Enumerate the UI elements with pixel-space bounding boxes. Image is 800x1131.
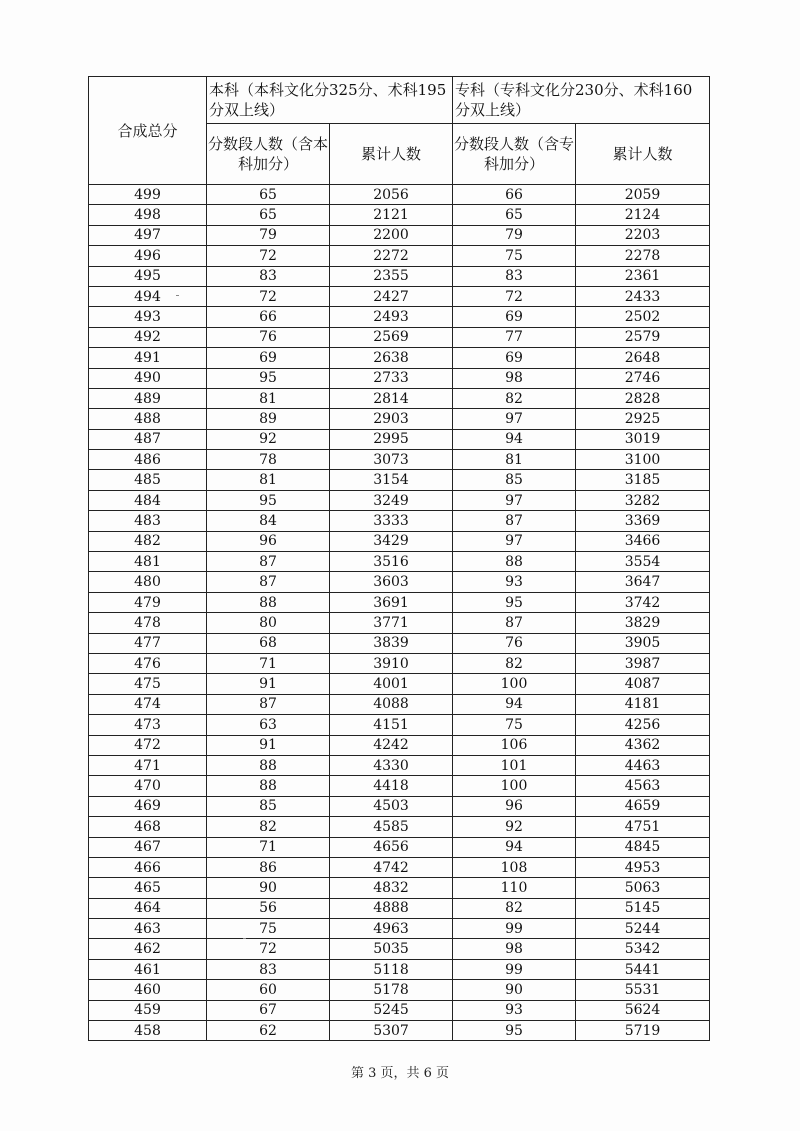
cell-benke-cumulative: 5245 (330, 1000, 453, 1020)
table-row (89, 694, 710, 714)
cell-zhuanke-segment: 97 (453, 531, 576, 551)
cell-benke-segment: 88 (207, 776, 330, 796)
table-row (89, 980, 710, 1000)
cell-total-score: 478 (89, 613, 207, 633)
cell-zhuanke-segment: 94 (453, 694, 576, 714)
table-row (89, 327, 710, 347)
cell-benke-cumulative: 2638 (330, 348, 453, 368)
cell-zhuanke-cumulative: 2361 (576, 266, 710, 286)
cell-total-score: 482 (89, 531, 207, 551)
cell-zhuanke-cumulative: 2648 (576, 348, 710, 368)
header-benke-cumulative: 累计人数 (330, 124, 453, 185)
cell-benke-segment: 72 (207, 246, 330, 266)
table-row (89, 552, 710, 572)
cell-zhuanke-cumulative: 4659 (576, 796, 710, 816)
cell-total-score: 490 (89, 368, 207, 388)
cell-benke-segment: 81 (207, 470, 330, 490)
cell-benke-cumulative: 3154 (330, 470, 453, 490)
cell-zhuanke-segment: 94 (453, 429, 576, 449)
table-row (89, 939, 710, 959)
cell-benke-cumulative: 3603 (330, 572, 453, 592)
cell-total-score: 472 (89, 735, 207, 755)
cell-total-score: 469 (89, 796, 207, 816)
cell-benke-segment: 88 (207, 755, 330, 775)
cell-total-score: 473 (89, 715, 207, 735)
cell-zhuanke-segment: 72 (453, 286, 576, 306)
cell-zhuanke-segment: 82 (453, 898, 576, 918)
header-total-score: 合成总分 (89, 77, 207, 185)
cell-benke-segment: 71 (207, 837, 330, 857)
cell-zhuanke-segment: 87 (453, 613, 576, 633)
cell-total-score: 460 (89, 980, 207, 1000)
cell-zhuanke-segment: 79 (453, 225, 576, 245)
cell-zhuanke-segment: 100 (453, 674, 576, 694)
cell-benke-cumulative: 2272 (330, 246, 453, 266)
table-row (89, 959, 710, 979)
cell-total-score: 497 (89, 225, 207, 245)
cell-benke-segment: 60 (207, 980, 330, 1000)
cell-zhuanke-cumulative: 3554 (576, 552, 710, 572)
cell-benke-segment: 65 (207, 185, 330, 205)
cell-total-score: 484 (89, 490, 207, 510)
cell-total-score: 492 (89, 327, 207, 347)
cell-zhuanke-segment: 98 (453, 368, 576, 388)
cell-benke-segment: 78 (207, 450, 330, 470)
cell-benke-cumulative: 3910 (330, 653, 453, 673)
cell-benke-cumulative: 3516 (330, 552, 453, 572)
cell-benke-segment: 66 (207, 307, 330, 327)
cell-zhuanke-cumulative: 5342 (576, 939, 710, 959)
header-benke-segment: 分数段人数（含本科加分） (207, 124, 330, 185)
cell-zhuanke-cumulative: 2203 (576, 225, 710, 245)
cell-zhuanke-cumulative: 4181 (576, 694, 710, 714)
table-row (89, 572, 710, 592)
cell-benke-segment: 87 (207, 552, 330, 572)
table-row (89, 429, 710, 449)
cell-zhuanke-segment: 95 (453, 1021, 576, 1041)
cell-zhuanke-cumulative: 5244 (576, 919, 710, 939)
cell-zhuanke-segment: 88 (453, 552, 576, 572)
cell-total-score: 477 (89, 633, 207, 653)
cell-zhuanke-segment: 92 (453, 817, 576, 837)
cell-benke-cumulative: 4503 (330, 796, 453, 816)
cell-benke-segment: 88 (207, 592, 330, 612)
cell-benke-segment: 90 (207, 878, 330, 898)
cell-total-score: 493 (89, 307, 207, 327)
page-footer: 第 3 页，共 6 页 (350, 1066, 450, 1081)
cell-benke-segment: 72 (207, 939, 330, 959)
table-row (89, 531, 710, 551)
table-row (89, 633, 710, 653)
cell-zhuanke-segment: 76 (453, 633, 576, 653)
cell-benke-segment: 83 (207, 266, 330, 286)
header-zhuanke-group: 专科（专科文化分230分、术科160分双上线） (453, 77, 710, 124)
cell-total-score: 467 (89, 837, 207, 857)
table-row (89, 653, 710, 673)
cell-zhuanke-cumulative: 3905 (576, 633, 710, 653)
cell-total-score: 488 (89, 409, 207, 429)
cell-zhuanke-cumulative: 5531 (576, 980, 710, 1000)
table-row (89, 266, 710, 286)
header-benke-group: 本科（本科文化分325分、术科195分双上线） (207, 77, 453, 124)
cell-benke-cumulative: 4585 (330, 817, 453, 837)
cell-benke-cumulative: 3839 (330, 633, 453, 653)
cell-total-score: 494 (89, 286, 207, 306)
cell-zhuanke-segment: 83 (453, 266, 576, 286)
cell-total-score: 471 (89, 755, 207, 775)
cell-benke-cumulative: 4742 (330, 857, 453, 877)
cell-total-score: 487 (89, 429, 207, 449)
cell-benke-cumulative: 4242 (330, 735, 453, 755)
cell-zhuanke-cumulative: 5145 (576, 898, 710, 918)
cell-benke-segment: 76 (207, 327, 330, 347)
cell-zhuanke-cumulative: 4751 (576, 817, 710, 837)
cell-total-score: 461 (89, 959, 207, 979)
table-row (89, 307, 710, 327)
cell-benke-segment: 91 (207, 674, 330, 694)
table-body (89, 185, 710, 1041)
table-row (89, 368, 710, 388)
cell-zhuanke-cumulative: 2059 (576, 185, 710, 205)
cell-zhuanke-segment: 97 (453, 490, 576, 510)
cell-benke-segment: 56 (207, 898, 330, 918)
cell-zhuanke-cumulative: 5719 (576, 1021, 710, 1041)
cell-benke-cumulative: 4832 (330, 878, 453, 898)
cell-zhuanke-segment: 90 (453, 980, 576, 1000)
table-row (89, 511, 710, 531)
cell-benke-segment: 86 (207, 857, 330, 877)
cell-benke-segment: 96 (207, 531, 330, 551)
cell-zhuanke-segment: 94 (453, 837, 576, 857)
table-row (89, 613, 710, 633)
cell-benke-cumulative: 5307 (330, 1021, 453, 1041)
cell-zhuanke-cumulative: 3100 (576, 450, 710, 470)
scan-speck (176, 295, 179, 296)
cell-zhuanke-segment: 93 (453, 1000, 576, 1020)
cell-benke-cumulative: 4330 (330, 755, 453, 775)
table-row (89, 205, 710, 225)
cell-benke-segment: 69 (207, 348, 330, 368)
table-row (89, 674, 710, 694)
cell-zhuanke-segment: 110 (453, 878, 576, 898)
cell-zhuanke-segment: 69 (453, 348, 576, 368)
cell-total-score: 495 (89, 266, 207, 286)
cell-benke-cumulative: 3333 (330, 511, 453, 531)
cell-zhuanke-cumulative: 4845 (576, 837, 710, 857)
cell-zhuanke-segment: 81 (453, 450, 576, 470)
cell-benke-cumulative: 2427 (330, 286, 453, 306)
cell-benke-cumulative: 4963 (330, 919, 453, 939)
cell-total-score: 470 (89, 776, 207, 796)
table-row (89, 450, 710, 470)
table-row (89, 796, 710, 816)
cell-zhuanke-segment: 87 (453, 511, 576, 531)
cell-benke-cumulative: 2903 (330, 409, 453, 429)
cell-zhuanke-cumulative: 4256 (576, 715, 710, 735)
cell-zhuanke-cumulative: 5441 (576, 959, 710, 979)
table-row (89, 470, 710, 490)
table-row (89, 776, 710, 796)
cell-total-score: 491 (89, 348, 207, 368)
cell-benke-segment: 87 (207, 572, 330, 592)
cell-benke-segment: 68 (207, 633, 330, 653)
cell-zhuanke-segment: 93 (453, 572, 576, 592)
cell-total-score: 475 (89, 674, 207, 694)
cell-benke-cumulative: 2056 (330, 185, 453, 205)
table-row (89, 592, 710, 612)
table-row (89, 490, 710, 510)
table-row (89, 1000, 710, 1020)
cell-total-score: 465 (89, 878, 207, 898)
cell-benke-segment: 83 (207, 959, 330, 979)
cell-benke-cumulative: 2493 (330, 307, 453, 327)
cell-zhuanke-segment: 95 (453, 592, 576, 612)
cell-total-score: 481 (89, 552, 207, 572)
table-row (89, 817, 710, 837)
cell-zhuanke-segment: 108 (453, 857, 576, 877)
cell-benke-segment: 63 (207, 715, 330, 735)
cell-benke-cumulative: 4001 (330, 674, 453, 694)
cell-benke-segment: 75 (207, 919, 330, 939)
cell-benke-cumulative: 3249 (330, 490, 453, 510)
cell-zhuanke-cumulative: 2746 (576, 368, 710, 388)
cell-benke-cumulative: 2995 (330, 429, 453, 449)
table-row (89, 246, 710, 266)
cell-benke-segment: 85 (207, 796, 330, 816)
cell-benke-segment: 82 (207, 817, 330, 837)
cell-benke-cumulative: 5118 (330, 959, 453, 979)
cell-benke-cumulative: 3691 (330, 592, 453, 612)
cell-zhuanke-cumulative: 4463 (576, 755, 710, 775)
cell-total-score: 499 (89, 185, 207, 205)
cell-benke-cumulative: 4656 (330, 837, 453, 857)
cell-total-score: 459 (89, 1000, 207, 1020)
cell-total-score: 480 (89, 572, 207, 592)
cell-benke-segment: 65 (207, 205, 330, 225)
table-row (89, 878, 710, 898)
table-row (89, 919, 710, 939)
cell-total-score: 466 (89, 857, 207, 877)
header-zhuanke-cumulative: 累计人数 (576, 124, 710, 185)
cell-benke-segment: 80 (207, 613, 330, 633)
cell-zhuanke-segment: 96 (453, 796, 576, 816)
cell-zhuanke-cumulative: 2278 (576, 246, 710, 266)
cell-zhuanke-segment: 99 (453, 919, 576, 939)
cell-benke-cumulative: 4888 (330, 898, 453, 918)
cell-zhuanke-segment: 82 (453, 388, 576, 408)
cell-zhuanke-cumulative: 4362 (576, 735, 710, 755)
cell-zhuanke-cumulative: 3282 (576, 490, 710, 510)
cell-zhuanke-cumulative: 3185 (576, 470, 710, 490)
table-row (89, 1021, 710, 1041)
cell-total-score: 464 (89, 898, 207, 918)
table-row (89, 185, 710, 205)
cell-zhuanke-cumulative: 2502 (576, 307, 710, 327)
cell-zhuanke-segment: 75 (453, 246, 576, 266)
cell-total-score: 458 (89, 1021, 207, 1041)
cell-total-score: 476 (89, 653, 207, 673)
cell-zhuanke-segment: 66 (453, 185, 576, 205)
cell-benke-cumulative: 2814 (330, 388, 453, 408)
cell-zhuanke-cumulative: 3466 (576, 531, 710, 551)
cell-benke-segment: 89 (207, 409, 330, 429)
cell-zhuanke-cumulative: 3742 (576, 592, 710, 612)
cell-zhuanke-segment: 77 (453, 327, 576, 347)
cell-zhuanke-segment: 101 (453, 755, 576, 775)
table-row (89, 857, 710, 877)
cell-benke-cumulative: 4088 (330, 694, 453, 714)
cell-zhuanke-cumulative: 2433 (576, 286, 710, 306)
cell-benke-segment: 81 (207, 388, 330, 408)
table-row (89, 755, 710, 775)
cell-zhuanke-segment: 82 (453, 653, 576, 673)
table-row (89, 225, 710, 245)
cell-benke-cumulative: 2355 (330, 266, 453, 286)
scan-speck (243, 938, 246, 939)
cell-total-score: 474 (89, 694, 207, 714)
cell-benke-cumulative: 3771 (330, 613, 453, 633)
cell-benke-segment: 79 (207, 225, 330, 245)
cell-zhuanke-segment: 100 (453, 776, 576, 796)
cell-benke-cumulative: 2200 (330, 225, 453, 245)
cell-zhuanke-cumulative: 3019 (576, 429, 710, 449)
cell-benke-segment: 62 (207, 1021, 330, 1041)
cell-zhuanke-cumulative: 2925 (576, 409, 710, 429)
table-row (89, 898, 710, 918)
cell-total-score: 483 (89, 511, 207, 531)
cell-total-score: 489 (89, 388, 207, 408)
cell-total-score: 479 (89, 592, 207, 612)
cell-zhuanke-segment: 85 (453, 470, 576, 490)
cell-zhuanke-cumulative: 3647 (576, 572, 710, 592)
cell-zhuanke-cumulative: 2124 (576, 205, 710, 225)
table-row (89, 837, 710, 857)
table-row (89, 409, 710, 429)
cell-zhuanke-cumulative: 5063 (576, 878, 710, 898)
cell-benke-cumulative: 2569 (330, 327, 453, 347)
cell-benke-cumulative: 3429 (330, 531, 453, 551)
cell-benke-segment: 84 (207, 511, 330, 531)
cell-benke-cumulative: 3073 (330, 450, 453, 470)
cell-benke-cumulative: 5035 (330, 939, 453, 959)
cell-zhuanke-segment: 99 (453, 959, 576, 979)
cell-benke-segment: 87 (207, 694, 330, 714)
table-row (89, 715, 710, 735)
cell-zhuanke-cumulative: 3369 (576, 511, 710, 531)
cell-total-score: 486 (89, 450, 207, 470)
cell-benke-segment: 95 (207, 490, 330, 510)
cell-zhuanke-cumulative: 4563 (576, 776, 710, 796)
cell-benke-segment: 95 (207, 368, 330, 388)
cell-zhuanke-segment: 97 (453, 409, 576, 429)
cell-zhuanke-segment: 65 (453, 205, 576, 225)
cell-benke-cumulative: 5178 (330, 980, 453, 1000)
cell-benke-cumulative: 4151 (330, 715, 453, 735)
cell-total-score: 498 (89, 205, 207, 225)
cell-zhuanke-segment: 106 (453, 735, 576, 755)
cell-benke-segment: 72 (207, 286, 330, 306)
cell-benke-segment: 92 (207, 429, 330, 449)
cell-zhuanke-segment: 98 (453, 939, 576, 959)
header-zhuanke-segment: 分数段人数（含专科加分） (453, 124, 576, 185)
cell-total-score: 462 (89, 939, 207, 959)
score-distribution-table (88, 76, 710, 1041)
cell-benke-segment: 71 (207, 653, 330, 673)
cell-zhuanke-segment: 69 (453, 307, 576, 327)
cell-zhuanke-cumulative: 3987 (576, 653, 710, 673)
cell-zhuanke-cumulative: 4953 (576, 857, 710, 877)
cell-zhuanke-cumulative: 3829 (576, 613, 710, 633)
cell-zhuanke-segment: 75 (453, 715, 576, 735)
cell-total-score: 485 (89, 470, 207, 490)
table-row (89, 735, 710, 755)
cell-zhuanke-cumulative: 2828 (576, 388, 710, 408)
cell-total-score: 463 (89, 919, 207, 939)
table-row (89, 388, 710, 408)
cell-zhuanke-cumulative: 4087 (576, 674, 710, 694)
cell-zhuanke-cumulative: 2579 (576, 327, 710, 347)
cell-total-score: 468 (89, 817, 207, 837)
cell-benke-segment: 67 (207, 1000, 330, 1020)
cell-total-score: 496 (89, 246, 207, 266)
table-row (89, 348, 710, 368)
cell-zhuanke-cumulative: 5624 (576, 1000, 710, 1020)
cell-benke-segment: 91 (207, 735, 330, 755)
table-row (89, 286, 710, 306)
cell-benke-cumulative: 4418 (330, 776, 453, 796)
cell-benke-cumulative: 2733 (330, 368, 453, 388)
cell-benke-cumulative: 2121 (330, 205, 453, 225)
